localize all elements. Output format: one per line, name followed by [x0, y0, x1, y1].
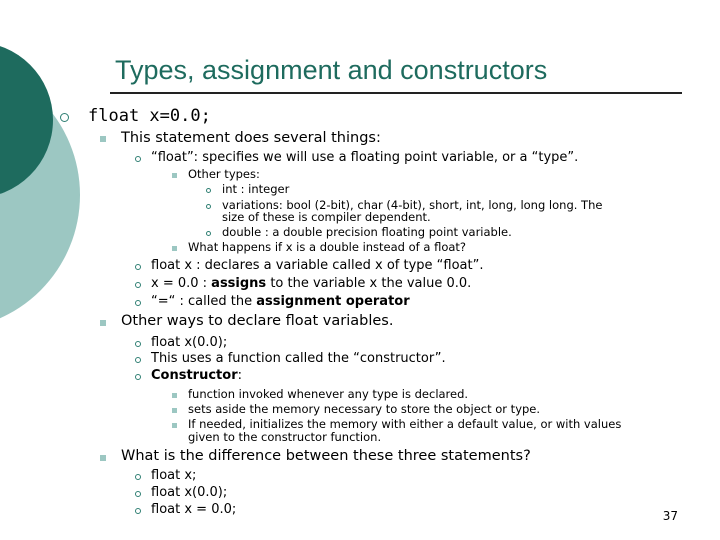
- constructor-label: [151, 368, 242, 383]
- decorative-circles: [0, 0, 130, 540]
- declares-line: float x : declares a variable called x of type “float”.: [151, 258, 484, 273]
- variations-line-cont: size of these is compiler dependent.: [222, 210, 431, 224]
- ring-bullet-icon: [206, 231, 211, 236]
- other-types-label: Other types:: [188, 167, 260, 181]
- constructor-explanation: This uses a function called the “constructor”.: [151, 351, 446, 366]
- ring-bullet-icon: [206, 204, 211, 209]
- double-type-line: double : a double precision floating point variable.: [222, 225, 512, 239]
- section2-heading: Other ways to declare float variables.: [121, 313, 394, 329]
- square-bullet-icon: [100, 320, 106, 326]
- section1-heading: This statement does several things:: [121, 130, 381, 146]
- hollow-circle-bullet-icon: [60, 113, 69, 122]
- ring-bullet-icon: [135, 474, 141, 480]
- assigns-line: [151, 276, 471, 291]
- int-type-line: int : integer: [222, 182, 290, 196]
- ring-bullet-icon: [135, 341, 141, 347]
- ring-bullet-icon: [135, 282, 141, 288]
- constructor-term: Constructor: [151, 368, 238, 383]
- ring-bullet-icon: [206, 188, 211, 193]
- constructor-example: float x(0.0);: [151, 335, 228, 350]
- ring-bullet-icon: [135, 357, 141, 363]
- assigns-keyword: assigns: [211, 276, 267, 291]
- ring-bullet-icon: [135, 374, 141, 380]
- assignment-operator-term: assignment operator: [256, 294, 410, 309]
- square-bullet-icon: [172, 423, 177, 428]
- page-number: 37: [662, 509, 678, 523]
- statement-c: float x = 0.0;: [151, 502, 237, 517]
- square-bullet-icon: [172, 408, 177, 413]
- variations-line: variations: bool (2-bit), char (4-bit), short, int, long, long long. The: [222, 198, 603, 212]
- ring-bullet-icon: [135, 300, 141, 306]
- constructor-detail-3-cont: given to the constructor function.: [188, 430, 382, 444]
- ring-bullet-icon: [135, 491, 141, 497]
- float-type-explanation: “float”: specifies we will use a floating point variable, or a “type”.: [151, 150, 579, 165]
- square-bullet-icon: [172, 246, 177, 251]
- constructor-colon: :: [237, 368, 242, 383]
- constructor-detail-1: function invoked whenever any type is declared.: [188, 387, 469, 401]
- square-bullet-icon: [172, 393, 177, 398]
- main-statement: float x=0.0;: [88, 106, 211, 126]
- operator-line: [151, 294, 410, 309]
- ring-bullet-icon: [135, 156, 141, 162]
- square-bullet-icon: [100, 455, 106, 461]
- double-question: What happens if x is a double instead of a float?: [188, 240, 467, 254]
- square-bullet-icon: [172, 173, 177, 178]
- constructor-detail-2: sets aside the memory necessary to store the object or type.: [188, 402, 541, 416]
- slide-title: Types, assignment and constructors: [115, 55, 548, 85]
- operator-line-prefix: “=“ : called the: [151, 294, 257, 309]
- section3-heading: What is the difference between these three statements?: [121, 448, 531, 464]
- constructor-detail-3: If needed, initializes the memory with either a default value, or with values: [188, 417, 622, 431]
- assigns-line-prefix: x = 0.0 :: [151, 276, 212, 291]
- assigns-line-suffix: to the variable x the value 0.0.: [266, 276, 472, 291]
- statement-a: float x;: [151, 468, 197, 483]
- square-bullet-icon: [100, 136, 106, 142]
- title-underline: [110, 92, 682, 94]
- ring-bullet-icon: [135, 264, 141, 270]
- ring-bullet-icon: [135, 508, 141, 514]
- statement-b: float x(0.0);: [151, 485, 228, 500]
